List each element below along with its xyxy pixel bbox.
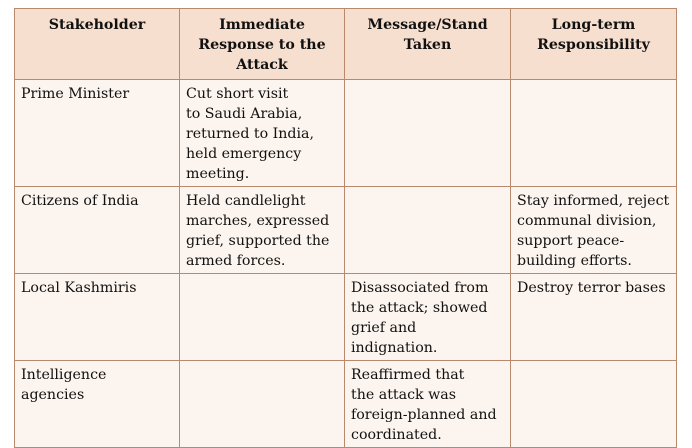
cell-stakeholder: Intelligence agencies xyxy=(15,361,180,448)
header-message-stand: Message/Stand Taken xyxy=(345,9,511,80)
cell-long-term-responsibility: Destroy terror bases xyxy=(511,274,677,361)
stakeholder-table-container xyxy=(14,8,676,448)
cell-immediate-response: Held candlelight marches, expressed grief, supported the armed forces. xyxy=(180,187,345,274)
header-immediate-response: Immediate Response to the Attack xyxy=(180,9,345,80)
table-row xyxy=(15,274,677,361)
cell-immediate-response: Cut short visit to Saudi Arabia, returned to India, held emergency meeting. xyxy=(180,80,345,187)
stakeholder-table xyxy=(14,8,677,448)
cell-message-stand xyxy=(345,80,511,187)
table-row xyxy=(15,80,677,187)
cell-immediate-response xyxy=(180,361,345,448)
cell-message-stand xyxy=(345,187,511,274)
cell-long-term-responsibility: Stay informed, reject communal division, support peace- building efforts. xyxy=(511,187,677,274)
table-row xyxy=(15,361,677,448)
cell-stakeholder: Local Kashmiris xyxy=(15,274,180,361)
cell-stakeholder: Prime Minister xyxy=(15,80,180,187)
header-long-term-responsibility: Long-term Responsibility xyxy=(511,9,677,80)
header-row xyxy=(15,9,677,80)
cell-immediate-response xyxy=(180,274,345,361)
cell-long-term-responsibility xyxy=(511,80,677,187)
table-row xyxy=(15,187,677,274)
header-stakeholder: Stakeholder xyxy=(15,9,180,80)
cell-message-stand: Disassociated from the attack; showed grief and indignation. xyxy=(345,274,511,361)
cell-message-stand: Reaffirmed that the attack was foreign-planned and coordinated. xyxy=(345,361,511,448)
cell-long-term-responsibility xyxy=(511,361,677,448)
cell-stakeholder: Citizens of India xyxy=(15,187,180,274)
